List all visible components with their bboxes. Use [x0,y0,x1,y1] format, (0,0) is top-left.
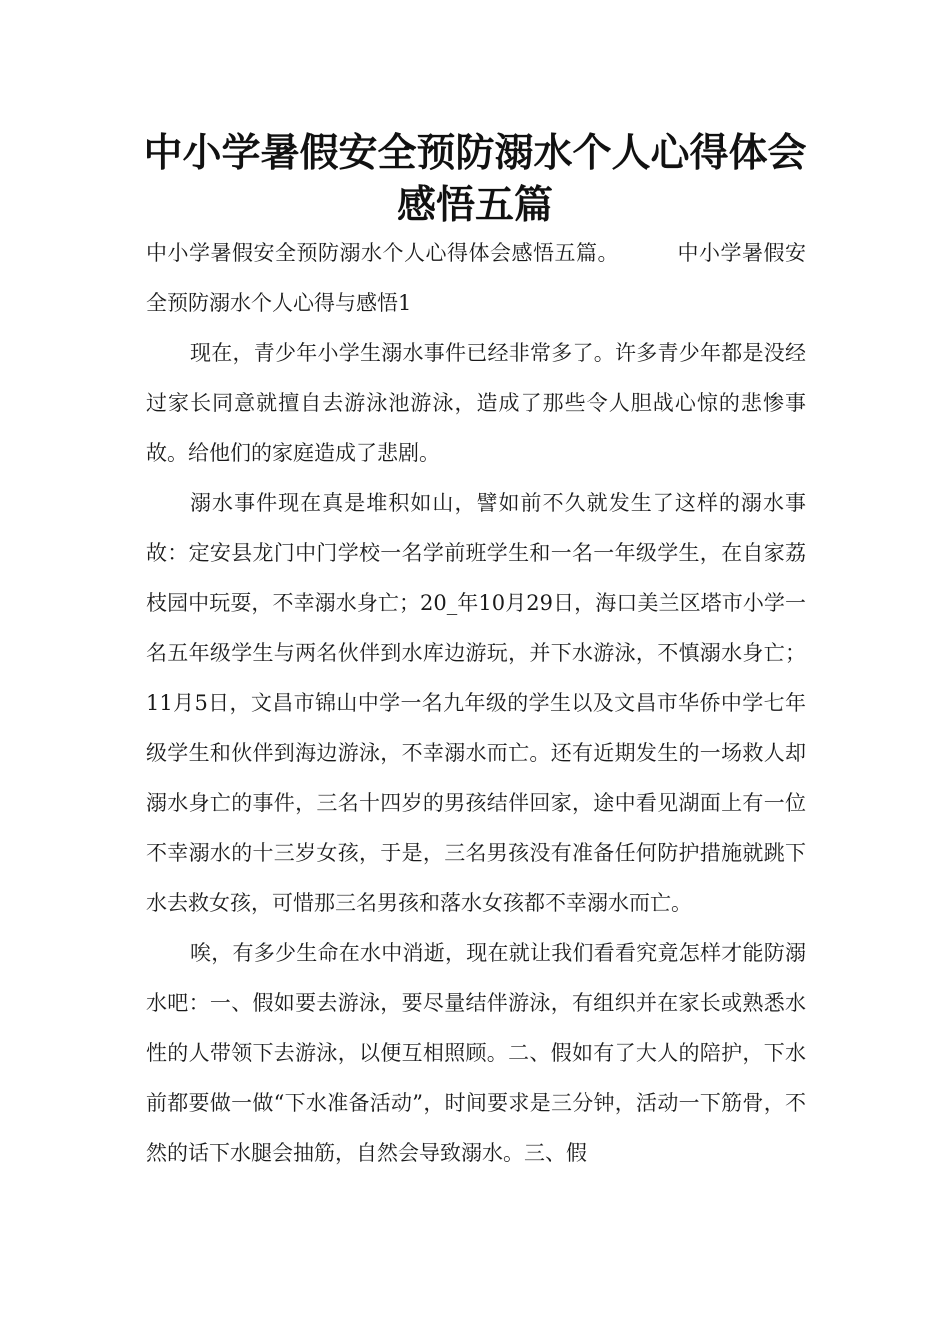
document-body [146,228,806,1178]
paragraph-1: 现在，青少年小学生溺水事件已经非常多了。许多青少年都是没经过家长同意就擅自去游泳池游泳，造成了那些令人胆战心惊的悲惨事故。给他们的家庭造成了悲剧。 [146,341,806,465]
document-title-line-2: 感悟五篇 [396,183,553,228]
intro-summary: 中小学暑假安全预防溺水个人心得体会感悟五篇。 [146,241,619,265]
intro-section-heading: 中小学暑假安全预防溺水个人心得与感悟1 [146,241,806,315]
paragraph-3: 唉，有多少生命在水中消逝，现在就让我们看看究竟怎样才能防溺水吧：一、假如要去游泳，要尽量结伴游泳，有组织并在家长或熟悉水性的人带领下去游泳，以便互相照顾。二、假如有了大人的陪护，下水前都要做一做“下水准备活动”，时间要求是三分钟，活动一下筋骨，不然的话下水腿会抽筋，自然会导致溺水。三、假 [146,941,806,1165]
document-title-line-1: 中小学暑假安全预防溺水个人心得体会 [143,131,807,176]
intro-paragraph [146,228,806,328]
paragraph-2: 溺水事件现在真是堆积如山，譬如前不久就发生了这样的溺水事故：定安县龙门中门学校一名学前班学生和一名一年级学生，在自家荔枝园中玩耍，不幸溺水身亡；20_年10月29日，海口美兰区塔市小学一名五年级学生与两名伙伴到水库边游玩，并下水游泳，不慎溺水身亡；11月5日，文昌市锦山中学一名九年级的学生以及文昌市华侨中学七年级学生和伙伴到海边游泳，不幸溺水而亡。还有近期发生的一场救人却溺水身亡的事件，三名十四岁的男孩结伴回家，途中看见湖面上有一位不幸溺水的十三岁女孩，于是，三名男孩没有准备任何防护措施就跳下水去救女孩，可惜那三名男孩和落水女孩都不幸溺水而亡。 [146,491,806,915]
